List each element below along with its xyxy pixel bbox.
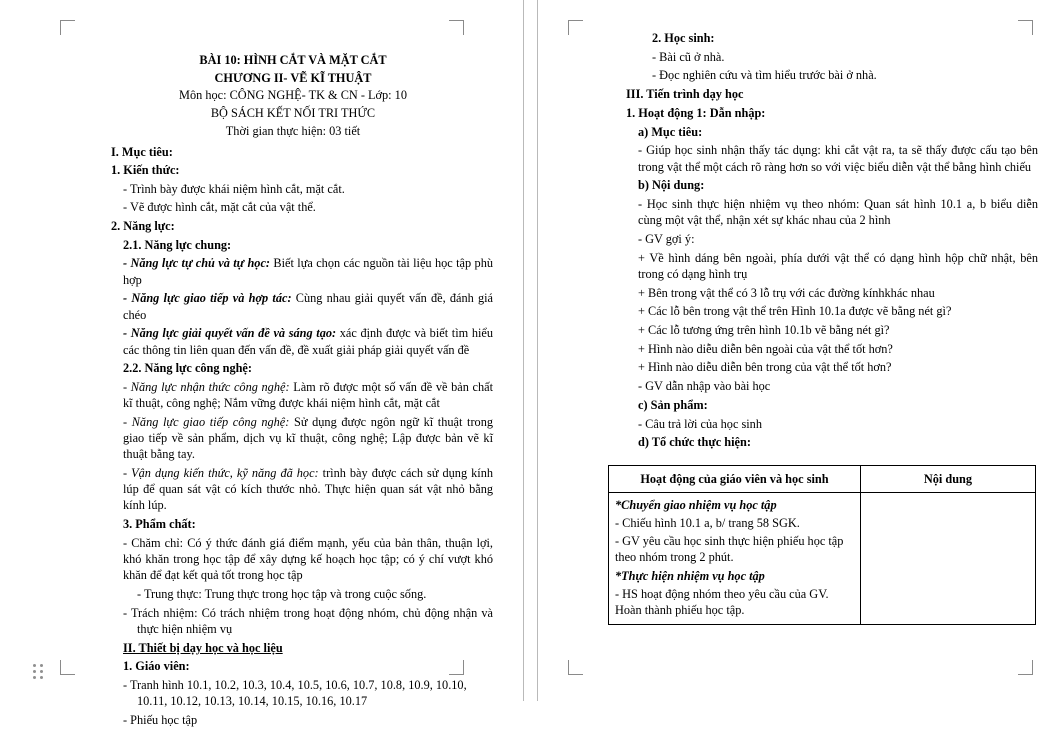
activity-table-wrapper	[608, 465, 1036, 626]
label-giao-tiep-cong-nghe: - Năng lực giao tiếp công nghệ:	[123, 414, 290, 429]
list-tranh-hinh: - Tranh hình 10.1, 10.2, 10.3, 10.4, 10.5, 10.6, 10.7, 10.8, 10.9, 10.10, 10.11, 10.12, 10.13, 10.14, 10.15, 10.16, 10.17	[123, 678, 467, 709]
doc-title-line-3: Môn học: CÔNG NGHỆ- TK & CN - Lớp: 10	[179, 88, 407, 103]
heading-thiet-bi-day-hoc: II. Thiết bị dạy học và học liệu	[123, 640, 283, 655]
heading-nang-luc: 2. Năng lực:	[111, 218, 175, 233]
para-trung-thuc: - Trung thực: Trung thực trong học tập và trong cuộc sống.	[137, 587, 427, 602]
heading-hoc-sinh: 2. Học sinh:	[652, 31, 715, 45]
para-nang-luc-giai-quyet	[93, 325, 493, 357]
para-nhan-thuc-cong-nghe	[93, 379, 493, 411]
para-gv-goi-y: - GV gợi ý:	[638, 231, 695, 246]
table-row	[609, 492, 1036, 625]
crop-mark-top-right	[449, 20, 464, 35]
text-nang-luc-tu-chu: Biết lựa chọn các nguồn tài liệu học tập phù hợp	[123, 256, 493, 287]
list-phieu-hoc-tap: - Phiếu học tập	[123, 713, 198, 728]
heading-c-san-pham: c) Sản phẩm:	[638, 397, 708, 412]
heading-giao-vien: 1. Giáo viên:	[123, 659, 190, 674]
para-kien-thuc-1: - Trình bày được khái niệm hình cắt, mặt cắt.	[123, 181, 345, 196]
para-noi-dung-detail: - Học sinh thực hiện nhiệm vụ theo nhóm: Quan sát hình 10.1 a, b biểu diễn cùng một vật thể, nhận xét sự khác nhau của 2 hình	[638, 196, 1038, 228]
activity-table	[608, 465, 1036, 626]
cell-line-chieu-hinh: - Chiếu hình 10.1 a, b/ trang 58 SGK.	[615, 515, 800, 530]
text-nang-luc-giai-quyet: xác định được và biết tìm hiểu các thông tin liên quan đến vấn đề, đề xuất giải pháp giải quyết vấn đề	[123, 326, 493, 357]
para-giao-tiep-cong-nghe	[93, 414, 493, 463]
page-divider	[523, 0, 524, 701]
crop-mark-bottom-left	[568, 660, 583, 675]
crop-mark-top-left	[60, 20, 75, 35]
page-right	[538, 0, 1062, 701]
cell-line-gv-yeu-cau: - GV yêu cầu học sinh thực hiện phiếu học tập theo nhóm trong 2 phút.	[615, 534, 844, 565]
dot	[40, 670, 43, 673]
page-left	[0, 0, 523, 728]
drag-handle-dots-icon[interactable]	[33, 664, 47, 679]
para-hinh-nao-ben-ngoai: + Hình nào diễu diễn bên ngoài của vật thể tốt hơn?	[638, 341, 893, 356]
table-header-activity: Hoạt động của giáo viên và học sinh	[609, 465, 861, 492]
para-nang-luc-giao-tiep	[93, 290, 493, 322]
heading-hoat-dong-1: 1. Hoạt động 1: Dẫn nhập:	[626, 105, 766, 120]
text-van-dung-kien-thuc: trình bày được cách sử dụng kính lúp để quan sát vật có kích thước nhỏ. Thực hiện quan sát vật nhỏ bằng kính lúp.	[123, 466, 493, 513]
dot	[33, 664, 36, 667]
para-cham-chi: - Chăm chỉ: Có ý thức đánh giá điểm mạnh, yếu của bản thân, thuận lợi, khó khăn trong học tập để xây dựng kế hoạch học tập; có ý chí vượt khó khăn để đạt kết quả tốt trong học tập	[123, 535, 493, 583]
label-nang-luc-giai-quyet: - Năng lực giải quyết vấn đề và sáng tạo:	[123, 326, 337, 341]
para-ben-trong-vat-the: + Bên trong vật thể có 3 lỗ trụ với các đường kínhkhác nhau	[638, 285, 935, 300]
para-muc-tieu-detail: - Giúp học sinh nhận thấy tác dụng: khi cắt vật ra, ta sẽ thấy được cấu tạo bên trong vật thể một cách rõ ràng hơn so với việc biểu diễn vật thể bằng hình chiếu	[638, 143, 1038, 174]
text-giao-tiep-cong-nghe: Sử dụng được ngôn ngữ kĩ thuật trong giao tiếp về sản phẩm, dịch vụ kĩ thuật, công nghệ; Lập được bản vẽ kĩ thuật bằng tay.	[123, 414, 493, 462]
left-page-body	[93, 52, 493, 730]
heading-nang-luc-cong-nghe: 2.2. Năng lực công nghệ:	[123, 361, 252, 376]
right-page-body	[608, 30, 1038, 625]
para-cau-tra-loi: - Câu trả lời của học sinh	[638, 416, 762, 431]
list-bai-cu: - Bài cũ ở nhà.	[652, 49, 725, 64]
label-van-dung-kien-thuc: - Vận dụng kiến thức, kỹ năng đã học:	[123, 466, 319, 481]
para-trach-nhiem: - Trách nhiệm: Có trách nhiệm trong hoạt động nhóm, chủ động nhận và thực hiện nhiệm vụ	[123, 605, 493, 636]
cell-line-chuyen-giao: *Chuyển giao nhiệm vụ học tập	[615, 497, 777, 512]
heading-muc-tieu: I. Mục tiêu:	[111, 145, 173, 160]
para-cac-lo-tuong-ung: + Các lỗ tương ứng trên hình 10.1b vẽ bằng nét gì?	[638, 323, 890, 337]
heading-tien-trinh: III. Tiến trình dạy học	[626, 87, 744, 102]
para-van-dung-kien-thuc	[93, 465, 493, 514]
crop-mark-bottom-left	[60, 660, 75, 675]
table-cell-content	[860, 492, 1035, 625]
cell-line-thuc-hien: *Thực hiện nhiệm vụ học tập	[615, 568, 765, 583]
doc-title-line-5: Thời gian thực hiện: 03 tiết	[225, 123, 361, 138]
para-hinh-nao-ben-trong: + Hình nào diễu diễn bên trong của vật thể tốt hơn?	[638, 360, 892, 375]
list-doc-nghien-cuu: - Đọc nghiên cứu và tìm hiểu trước bài ở nhà.	[652, 68, 877, 83]
para-hinh-dang-ben-ngoai: + Về hình dáng bên ngoài, phía dưới vật thể có dạng hình hộp chữ nhật, bên trong có dạng hình trụ	[638, 250, 1038, 281]
text-nhan-thuc-cong-nghe: Làm rõ được một số vấn đề về bản chất kĩ thuật, công nghệ; Nắm vững được khái niệm hình cắt, mặt cắt	[123, 379, 494, 411]
dot	[33, 670, 36, 673]
cell-line-hs-hoat-dong: - HS hoạt động nhóm theo yêu cầu của GV. Hoàn thành phiếu học tập.	[615, 586, 829, 618]
doc-title-line-2: CHƯƠNG II- VẼ KĨ THUẬT	[214, 70, 372, 85]
label-nang-luc-giao-tiep: - Năng lực giao tiếp và hợp tác:	[123, 291, 292, 306]
crop-mark-top-left	[568, 20, 583, 35]
para-nang-luc-tu-chu	[93, 255, 493, 287]
text-nang-luc-giao-tiep: Cùng nhau giải quyết vấn đề, đánh giá chéo	[123, 291, 494, 322]
para-cac-lo-ben-trong: + Các lỗ bên trong vật thể trên Hình 10.1a được vẽ bằng nét gì?	[638, 304, 952, 319]
heading-b-noi-dung: b) Nội dung:	[638, 178, 705, 193]
crop-mark-bottom-right	[1018, 660, 1033, 675]
doc-title-line-4: BỘ SÁCH KẾT NỐI TRI THỨC	[210, 106, 376, 121]
dot	[40, 676, 43, 679]
heading-kien-thuc: 1. Kiến thức:	[111, 162, 180, 177]
table-header-content: Nội dung	[860, 465, 1035, 492]
doc-title-line-1: BÀI 10: HÌNH CẮT VÀ MẶT CẮT	[199, 53, 387, 67]
heading-nang-luc-chung: 2.1. Năng lực chung:	[123, 237, 232, 252]
label-nhan-thuc-cong-nghe: - Năng lực nhận thức công nghệ:	[123, 379, 290, 394]
table-header-row	[609, 465, 1036, 492]
table-cell-activity	[609, 492, 861, 625]
para-kien-thuc-2: - Vẽ được hình cắt, mặt cắt của vật thể.	[123, 200, 316, 215]
label-nang-luc-tu-chu: - Năng lực tự chủ và tự học:	[123, 256, 270, 271]
heading-pham-chat: 3. Phẩm chất:	[123, 517, 196, 532]
dot	[40, 664, 43, 667]
heading-d-to-chuc: d) Tổ chức thực hiện:	[638, 435, 751, 450]
heading-a-muc-tieu: a) Mục tiêu:	[638, 124, 703, 139]
para-gv-dan-nhap: - GV dẫn nhập vào bài học	[638, 379, 771, 394]
dot	[33, 676, 36, 679]
